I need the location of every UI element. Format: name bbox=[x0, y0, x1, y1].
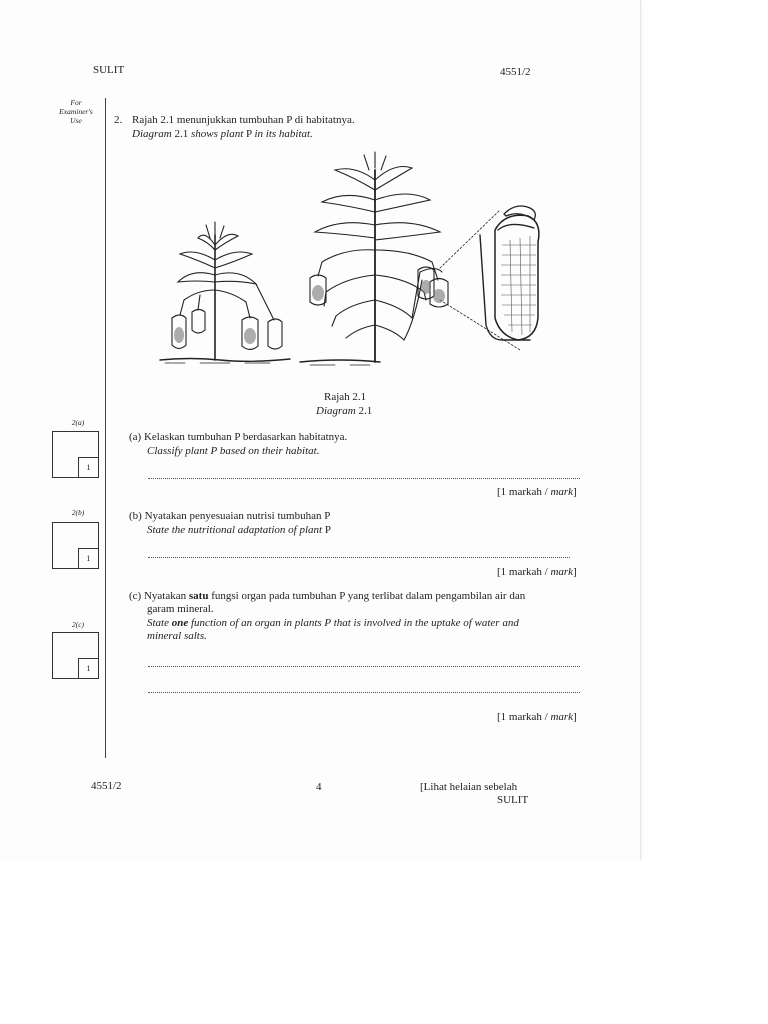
page-number: 4 bbox=[316, 781, 322, 793]
part-c-english bbox=[147, 617, 519, 629]
part-c-malay-line2: garam mineral. bbox=[147, 603, 214, 615]
mark-box-label: 2(b) bbox=[71, 508, 85, 517]
part-malay-text: Kelaskan tumbuhan P berdasarkan habitatnya. bbox=[143, 431, 348, 443]
footer-code: 4551/2 bbox=[91, 780, 122, 792]
part-english-text: one bbox=[171, 617, 189, 629]
question-english-part: P bbox=[246, 128, 252, 140]
part-b-malay bbox=[129, 510, 330, 522]
examiner-note-line: Examiner's bbox=[59, 107, 93, 116]
marks-part: mark bbox=[550, 711, 574, 723]
part-english-text: State the nutritional adaptation of plant bbox=[147, 524, 323, 536]
caption-english-part: Diagram bbox=[316, 405, 356, 417]
question-english-part: shows plant bbox=[190, 128, 244, 140]
question-english bbox=[132, 128, 313, 140]
answer-line[interactable] bbox=[148, 478, 580, 479]
part-english-text: State bbox=[147, 617, 169, 629]
part-b-english bbox=[147, 524, 331, 536]
part-c-english-line2: mineral salts. bbox=[147, 630, 207, 642]
part-c-marks bbox=[497, 711, 577, 723]
mark-box-label: 2(a) bbox=[71, 418, 85, 427]
marks-part: ] bbox=[573, 711, 577, 723]
answer-line[interactable] bbox=[148, 666, 580, 667]
part-malay-text: satu bbox=[188, 590, 209, 602]
diagram-caption-malay: Rajah 2.1 bbox=[324, 391, 367, 403]
marks-part: [1 markah / bbox=[497, 711, 548, 723]
marks-part: mark bbox=[550, 486, 574, 498]
header-sulit: SULIT bbox=[93, 64, 125, 76]
marks-part: ] bbox=[573, 486, 577, 498]
part-letter: (b) bbox=[129, 510, 142, 522]
marks-part: mark bbox=[550, 566, 574, 578]
part-malay-text: Nyatakan penyesuaian nutrisi tumbuhan P bbox=[144, 510, 331, 522]
part-letter: (c) bbox=[129, 590, 142, 602]
part-english-text: function of an organ in plants P that is involved in the uptake of water and bbox=[191, 617, 519, 629]
footer-next-page: [Lihat helaian sebelah bbox=[420, 781, 518, 793]
mark-box bbox=[52, 522, 99, 569]
part-malay-text: fungsi organ pada tumbuhan P yang terlibat dalam pengambilan air dan bbox=[211, 590, 526, 602]
mark-cell: 1 bbox=[78, 548, 98, 568]
part-malay-text: Nyatakan bbox=[143, 590, 187, 602]
marks-part: ] bbox=[573, 566, 577, 578]
header-code: 4551/2 bbox=[500, 66, 531, 78]
part-letter: (a) bbox=[129, 431, 142, 443]
margin-divider bbox=[105, 98, 106, 758]
marks-part: [1 markah / bbox=[497, 566, 548, 578]
question-english-part: 2.1 bbox=[174, 128, 189, 140]
part-b-marks bbox=[497, 566, 577, 578]
question-number: 2. bbox=[114, 114, 123, 126]
mark-box-label: 2(c) bbox=[71, 620, 85, 629]
examiner-note-line: For bbox=[70, 98, 82, 107]
mark-box bbox=[52, 431, 99, 478]
part-c-malay bbox=[129, 590, 525, 602]
question-english-part: in its habitat. bbox=[254, 128, 313, 140]
pitcher-plant-diagram bbox=[150, 150, 540, 370]
part-a-english: Classify plant P based on their habitat. bbox=[147, 445, 320, 457]
part-english-text: P bbox=[324, 524, 331, 536]
footer-sulit: SULIT bbox=[497, 794, 529, 806]
mark-cell: 1 bbox=[78, 658, 98, 678]
part-a-malay bbox=[129, 431, 347, 443]
examiner-note-line: Use bbox=[70, 116, 82, 125]
marks-part: [1 markah / bbox=[497, 486, 548, 498]
answer-line[interactable] bbox=[148, 557, 570, 558]
mark-box bbox=[52, 632, 99, 679]
part-a-marks bbox=[497, 486, 577, 498]
answer-line[interactable] bbox=[148, 692, 580, 693]
question-english-part: Diagram bbox=[132, 128, 172, 140]
question-malay: Rajah 2.1 menunjukkan tumbuhan P di habitatnya. bbox=[132, 114, 355, 126]
caption-english-part: 2.1 bbox=[358, 405, 373, 417]
diagram-caption-english bbox=[316, 405, 372, 417]
mark-cell: 1 bbox=[78, 457, 98, 477]
examiner-use-note bbox=[52, 98, 100, 125]
